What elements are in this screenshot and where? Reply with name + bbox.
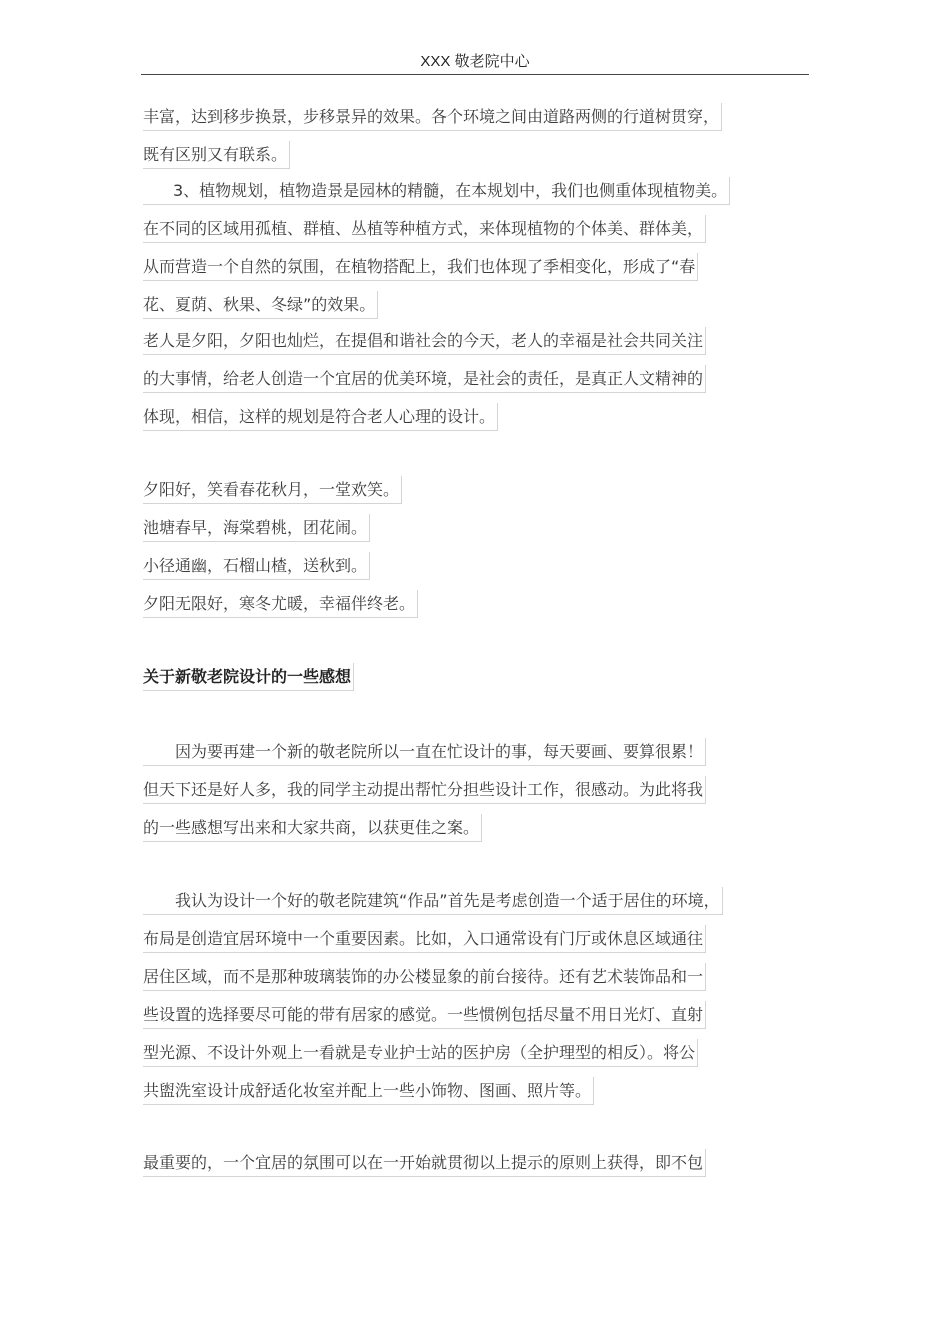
paragraph-reason <box>143 738 706 852</box>
heading-text: 关于新敬老院设计的一些感想 <box>143 663 354 691</box>
text-line: 3、植物规划，植物造景是园林的精髓，在本规划中，我们也侧重体现植物美。 <box>143 177 730 205</box>
header-divider <box>141 74 809 75</box>
text-line: 些设置的选择要尽可能的带有居家的感觉。一些惯例包括尽量不用日光灯、直射 <box>143 1001 706 1029</box>
poem-line: 池塘春早，海棠碧桃，团花闹。 <box>143 514 370 542</box>
text-line: 居住区域，而不是那种玻璃装饰的办公楼显象的前台接待。还有艺术装饰品和一 <box>143 963 706 991</box>
paragraph-layout <box>143 103 722 179</box>
page-header-title: XXX 敬老院中心 <box>420 53 530 70</box>
paragraph-elderly <box>143 327 706 441</box>
text-line: 我认为设计一个好的敬老院建筑“作品”首先是考虑创造一个适于居住的环境， <box>143 887 723 915</box>
text-line: 花、夏荫、秋果、冬绿”的效果。 <box>143 291 378 319</box>
text-line: 从而营造一个自然的氛围，在植物搭配上，我们也体现了季相变化，形成了“春 <box>143 253 698 281</box>
text-line: 丰富，达到移步换景，步移景异的效果。各个环境之间由道路两侧的行道树贯穿， <box>143 103 722 131</box>
text-line: 因为要再建一个新的敬老院所以一直在忙设计的事，每天要画、要算很累！ <box>143 738 706 766</box>
paragraph-design-opinion <box>143 887 723 1115</box>
poem-line: 夕阳好，笑看春花秋月，一堂欢笑。 <box>143 476 402 504</box>
text-line: 既有区别又有联系。 <box>143 141 290 169</box>
poem-line: 小径通幽，石榴山楂，送秋到。 <box>143 552 370 580</box>
text-line: 布局是创造宜居环境中一个重要因素。比如，入口通常设有门厅或休息区域通往 <box>143 925 706 953</box>
text-line: 型光源、不设计外观上一看就是专业护士站的医护房（全护理型的相反）。将公 <box>143 1039 698 1067</box>
text-line: 但天下还是好人多，我的同学主动提出帮忙分担些设计工作，很感动。为此将我 <box>143 776 706 804</box>
section-heading <box>143 663 354 701</box>
text-line: 最重要的，一个宜居的氛围可以在一开始就贯彻以上提示的原则上获得，即不包 <box>143 1149 706 1177</box>
paragraph-plant-planning <box>143 177 730 329</box>
text-line: 老人是夕阳，夕阳也灿烂，在提倡和谐社会的今天，老人的幸福是社会共同关注 <box>143 327 706 355</box>
text-line: 的一些感想写出来和大家共商，以获更佳之案。 <box>143 814 482 842</box>
text-line: 体现，相信，这样的规划是符合老人心理的设计。 <box>143 403 498 431</box>
text-line: 在不同的区域用孤植、群植、丛植等种植方式，来体现植物的个体美、群体美， <box>143 215 706 243</box>
poem <box>143 476 418 628</box>
poem-line: 夕阳无限好，寒冬尤暖，幸福伴终老。 <box>143 590 418 618</box>
paragraph-most-important <box>143 1149 706 1187</box>
text-line: 共盥洗室设计成舒适化妆室并配上一些小饰物、图画、照片等。 <box>143 1077 594 1105</box>
text-line: 的大事情，给老人创造一个宜居的优美环境，是社会的责任，是真正人文精神的 <box>143 365 706 393</box>
